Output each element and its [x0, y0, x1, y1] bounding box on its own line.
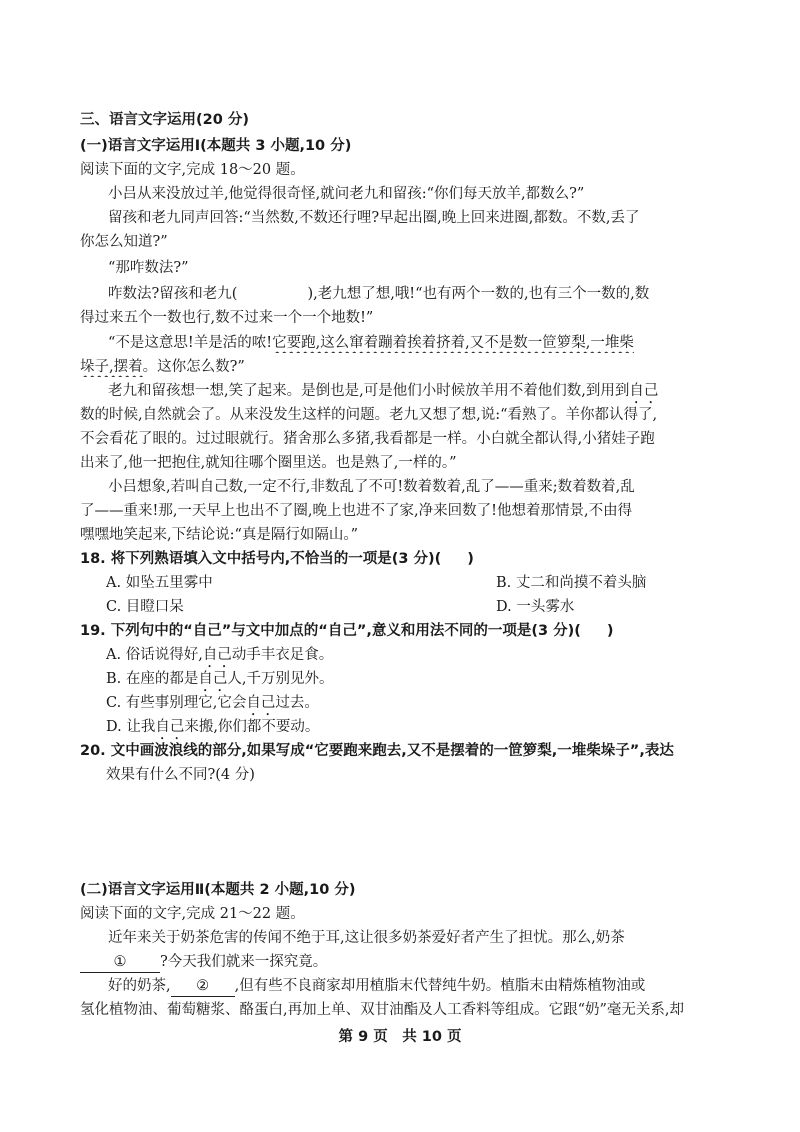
q18-option-a: A. 如坠五里雾中 [106, 575, 213, 591]
blank-2: ② [171, 976, 235, 997]
part2-heading: (二)语言文字运用Ⅱ(本题共 2 小题,10 分) [80, 882, 356, 898]
part1-instruction: 阅读下面的文字,完成 18～20 题。 [80, 162, 305, 178]
q19-option-d: D. 让我自己来搬,你们都不要动。 [106, 719, 320, 735]
passage-line: 留孩和老九同声回答:“当然数,不数还行哩?早起出圈,晚上回来进圈,都数。不数,丢了 [108, 210, 640, 226]
part2-passage-line: 氢化植物油、葡萄糖浆、酪蛋白,再加上单、双甘油酯及人工香料等组成。它跟“奶”毫无关系,却 [80, 1002, 685, 1018]
dotted-word: 自己 [202, 647, 232, 663]
q19-option-c: C. 有些事别理它,它会自己过去。 [106, 695, 319, 711]
passage-line-with-bracket: 咋数法?留孩和老九( ),老九想了想,哦!“也有两个一数的,也有三个一数的,数 [108, 286, 650, 302]
passage-line: 不会看花了眼的。过过眼就行。猪舍那么多猪,我看都是一样。小白就全都认得,小猪娃子跑 [80, 431, 655, 447]
part1-heading: (一)语言文字运用Ⅰ(本题共 3 小题,10 分) [80, 138, 352, 154]
question-19-stem: 19. 下列句中的“自己”与文中加点的“自己”,意义和用法不同的一项是(3 分)( ) [80, 623, 614, 639]
q18-option-d: D. 一头雾水 [496, 599, 575, 615]
passage-line-wavy: 垛子,摆着。这你怎么数?” [80, 359, 245, 375]
passage-line: 小吕想象,若叫自己数,一定不行,非数乱了不可!数着数着,乱了——重来;数着数着,乱 [108, 479, 635, 495]
part2-instruction: 阅读下面的文字,完成 21～22 题。 [80, 906, 305, 922]
question-18-stem: 18. 将下列熟语填入文中括号内,不恰当的一项是(3 分)( ) [80, 551, 474, 567]
dotted-word: 自己 [246, 695, 276, 711]
wavy-underlined-text: 垛子,摆着 [80, 359, 143, 375]
passage-line: 出来了,他一把抱住,就知往哪个圈里送。也是熟了,一样的。” [80, 455, 457, 471]
wavy-underlined-text: 它要跑,这么窜着蹦着挨着挤着,又不是数一笸箩梨,一堆柴 [272, 335, 634, 351]
passage-line: “那咋数法?” [108, 260, 189, 276]
dotted-word: 自己 [198, 671, 228, 687]
passage-line-dotted: 老九和留孩想一想,笑了起来。是倒也是,可是他们小时候放羊用不着他们数,到用到自己 [108, 383, 659, 399]
passage-line: 嘿嘿地笑起来,下结论说:“真是隔行如隔山。” [80, 527, 359, 543]
part2-passage-line: ① ?今天我们就来一探究竟。 [80, 952, 740, 973]
passage-line: 得过来五个一数也行,数不过来一个一个地数!” [80, 310, 374, 326]
section-title: 三、语言文字运用(20 分) [80, 112, 249, 128]
part2-passage-line: 好的奶茶, ② ,但有些不良商家却用植脂末代替纯牛奶。植脂末由精炼植物油或 [108, 976, 740, 997]
q19-option-b: B. 在座的都是自己人,千万别见外。 [106, 671, 334, 687]
dotted-word: 自己 [629, 383, 659, 399]
q19-option-a: A. 俗话说得好,自己动手丰衣足食。 [106, 647, 334, 663]
passage-line: 数的时候,自然就会了。从来没发生这样的问题。老九又想了想,说:“看熟了。羊你都认得了, [80, 407, 658, 423]
q18-option-c: C. 目瞪口呆 [106, 599, 184, 615]
passage-line: 小吕从来没放过羊,他觉得很奇怪,就问老九和留孩:“你们每天放羊,都数么?” [108, 186, 585, 202]
q18-option-b: B. 丈二和尚摸不着头脑 [496, 575, 647, 591]
passage-line: 你怎么知道?” [80, 234, 168, 250]
page-footer: 第 9 页 共 10 页 [338, 1029, 462, 1045]
question-20-stem: 20. 文中画波浪线的部分,如果写成“它要跑来跑去,又不是摆着的一笸箩梨,一堆柴垛子”,表达 [80, 743, 674, 759]
question-20-stem-cont: 效果有什么不同?(4 分) [106, 767, 255, 783]
dotted-word: 自己 [155, 719, 185, 735]
blank-1: ① [80, 952, 160, 973]
part2-passage-line: 近年来关于奶茶危害的传闻不绝于耳,这让很多奶茶爱好者产生了担忧。那么,奶茶 [108, 930, 625, 946]
passage-line: 了——重来!那,一天早上也出不了圈,晚上也进不了家,净来回数了!他想着那情景,不由得 [80, 503, 633, 519]
passage-line-wavy: “不是这意思!羊是活的哝!它要跑,这么窜着蹦着挨着挤着,又不是数一笸箩梨,一堆柴 [108, 335, 634, 351]
